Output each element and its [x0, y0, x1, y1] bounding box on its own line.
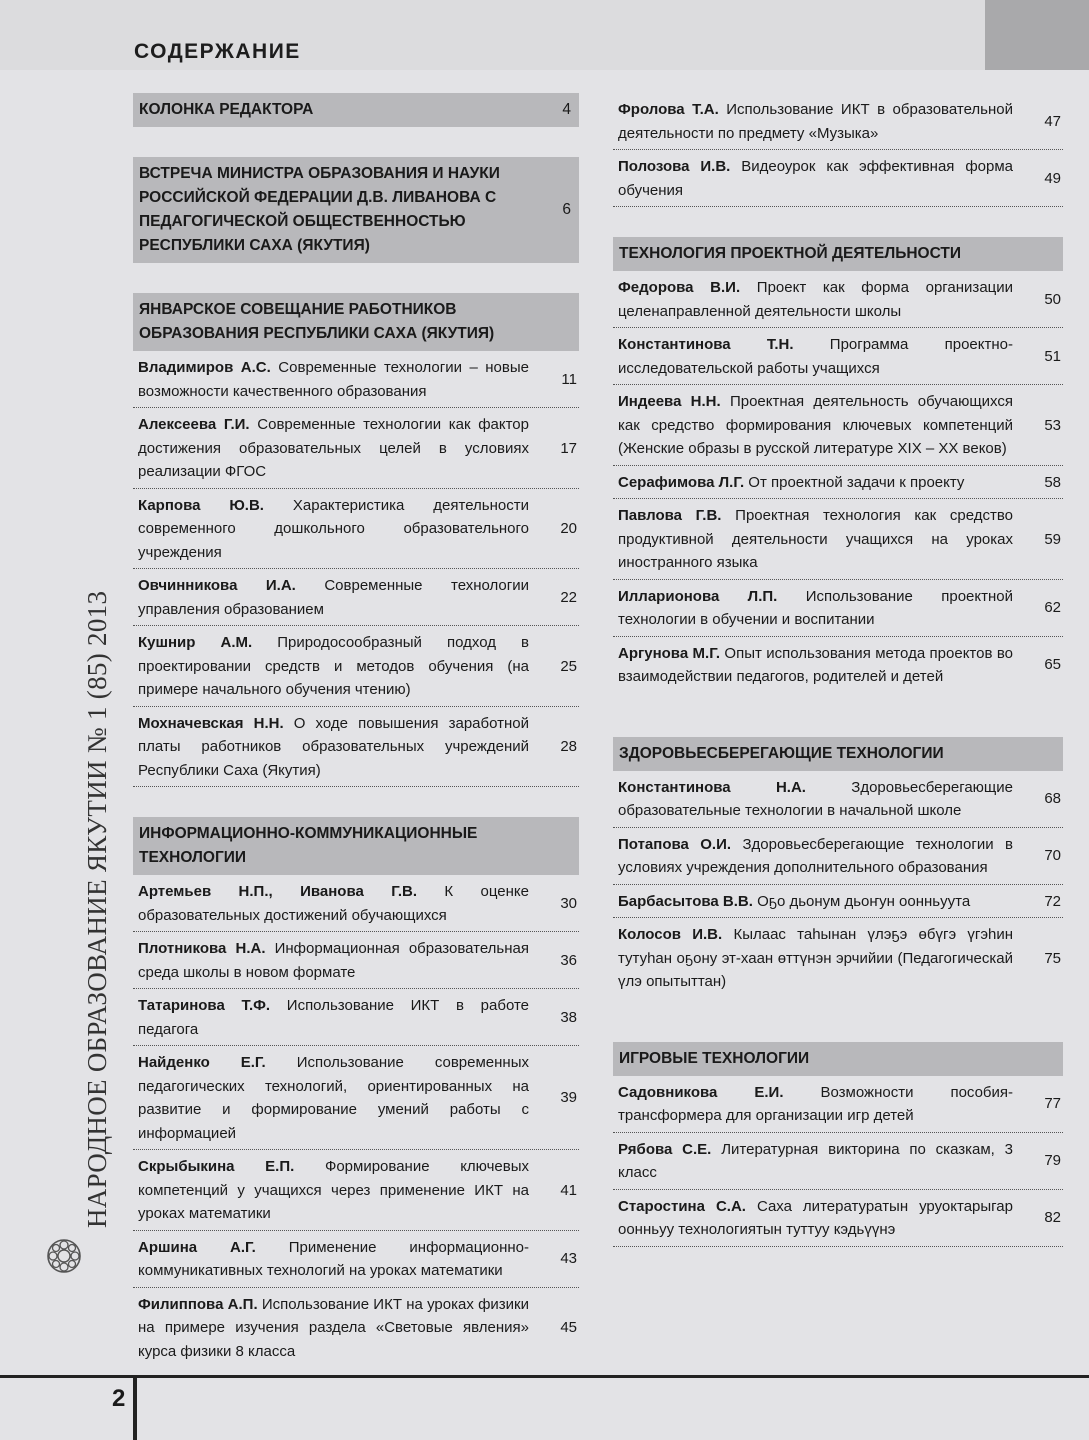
toc-entry[interactable] [613, 1133, 1063, 1190]
entry-page: 11 [561, 370, 577, 388]
entry-page: 41 [560, 1181, 577, 1199]
toc-entry[interactable] [613, 328, 1063, 385]
entry-page: 75 [1044, 949, 1061, 967]
section-title: ТЕХНОЛОГИЯ ПРОЕКТНОЙ ДЕЯТЕЛЬНОСТИ [619, 245, 962, 262]
entry-author: Индеева Н.Н. [618, 393, 721, 410]
entry-author: Найденко Е.Г. [138, 1054, 266, 1071]
section-header [133, 293, 579, 351]
toc-entry[interactable] [613, 150, 1063, 207]
entry-author: Карпова Ю.В. [138, 496, 264, 514]
toc-entry[interactable] [133, 707, 579, 788]
toc-entry[interactable] [613, 1076, 1063, 1133]
entry-page: 72 [1044, 892, 1061, 910]
section-title: ИНФОРМАЦИОННО-КОММУНИКАЦИОННЫЕ ТЕХНОЛОГИИ [139, 825, 478, 866]
page-title: СОДЕРЖАНИЕ [134, 40, 301, 63]
entry-page: 25 [560, 657, 577, 675]
toc-entry[interactable] [133, 875, 579, 932]
section-page: 6 [562, 201, 571, 218]
toc-entry[interactable] [613, 828, 1063, 885]
section-title: ЗДОРОВЬЕСБЕРЕГАЮЩИЕ ТЕХНОЛОГИИ [619, 744, 944, 762]
entry-author: Филиппова А.П. [138, 1295, 258, 1313]
entry-page: 43 [560, 1250, 577, 1268]
entry-author: Садовникова Е.И. [618, 1083, 784, 1101]
entry-author: Барбасытова В.В. [618, 892, 753, 910]
toc-entry[interactable] [133, 1288, 579, 1368]
entry-page: 65 [1044, 656, 1061, 674]
entry-author: Кушнир А.М. [138, 634, 253, 651]
entry-title: О ходе повышения заработной платы работников образовательных учреждений Республики Саха (Якутия) [138, 714, 529, 779]
entry-title: Современные технологии управления образованием [138, 577, 529, 618]
entry-author: Владимиров А.С. [138, 359, 271, 376]
entry-title: Видеоурок как эффективная форма обучения [618, 158, 1014, 199]
entry-page: 30 [560, 894, 577, 912]
footer-rule [0, 1375, 1089, 1378]
entry-title: Использование ИКТ в работе педагога [138, 997, 529, 1038]
entry-page: 39 [560, 1089, 577, 1107]
toc-entry[interactable] [133, 569, 579, 626]
entry-title: Использование ИКТ в образовательной деятельности по предмету «Музыка» [618, 101, 1013, 142]
entry-author: Илларионова Л.П. [618, 587, 778, 605]
entry-title: Литературная викторина по сказкам, 3 класс [618, 1140, 1013, 1181]
entry-author: Потапова О.И. [618, 835, 732, 853]
toc-entry[interactable] [133, 989, 579, 1046]
entry-title: Проектная технология как средство продуктивной деятельности учащихся на уроках иностранного языка [618, 507, 1013, 571]
entry-page: 22 [560, 588, 577, 606]
entry-author: Константинова Н.А. [618, 778, 806, 796]
entry-title: Саха литературатын уруоктарыгар оонньуу технологиятын туттуу кэдьүүнэ [618, 1197, 1013, 1238]
entry-page: 47 [1044, 112, 1061, 130]
entry-title: Программа проектно-исследовательской работы учащихся [618, 336, 1013, 377]
entry-page: 17 [560, 439, 577, 457]
entry-author: Старостина С.А. [618, 1197, 746, 1215]
entry-title: Формирование ключевых компетенций у учащихся через применение ИКТ на уроках математики [138, 1158, 530, 1222]
entry-page: 50 [1044, 290, 1061, 308]
entry-title: Информационная образовательная среда школы в новом формате [138, 940, 529, 981]
entry-author: Алексеева Г.И. [138, 416, 250, 433]
entry-title: От проектной задачи к проекту [748, 473, 965, 491]
entry-page: 58 [1044, 473, 1061, 491]
corner-block [985, 0, 1089, 70]
section-header[interactable] [133, 157, 579, 263]
entry-page: 38 [560, 1008, 577, 1026]
entry-title: Здоровьесберегающие технологии в условиях учреждения дополнительного образования [618, 835, 1013, 876]
entry-page: 59 [1044, 530, 1061, 548]
entry-title: Использование ИКТ на уроках физики на примере изучения раздела «Световые явления» курса физики 8 класса [138, 1295, 529, 1360]
entry-page: 68 [1044, 790, 1061, 808]
entry-author: Полозова И.В. [618, 158, 731, 175]
section-title: ВСТРЕЧА МИНИСТРА ОБРАЗОВАНИЯ И НАУКИ РОССИЙСКОЙ ФЕДЕРАЦИИ Д.В. ЛИВАНОВА С ПЕДАГОГИЧЕСКОЙ ОБЩЕСТВЕННОСТЬЮ РЕСПУБЛИКИ САХА (ЯКУТИЯ) [139, 165, 500, 254]
entry-page: 82 [1044, 1209, 1061, 1227]
entry-author: Константинова Т.Н. [618, 336, 794, 353]
entry-author: Плотникова Н.А. [138, 940, 266, 957]
toc-entry[interactable] [133, 626, 579, 707]
entry-title: Природосообразный подход в проектировании средств и методов обучения (на примере начального обучения чтению) [138, 634, 529, 698]
section-header [613, 237, 1063, 271]
entry-page: 77 [1044, 1095, 1061, 1113]
toc-entry[interactable] [613, 580, 1063, 637]
entry-title: Проектная деятельность обучающихся как средство формирования ключевых компетенций (Женские образы в русской литературе XIX – XX веков) [618, 393, 1013, 457]
toc-entry[interactable] [613, 1190, 1063, 1247]
entry-page: 53 [1044, 416, 1061, 434]
entry-title: Применение информационно-коммуникативных технологий на уроках математики [138, 1238, 529, 1279]
entry-author: Овчинникова И.А. [138, 577, 296, 594]
entry-author: Федорова В.И. [618, 279, 741, 296]
entry-title: К оценке образовательных достижений обучающихся [138, 883, 530, 924]
entry-author: Колосов И.В. [618, 926, 723, 943]
entry-author: Мохначевская Н.Н. [138, 714, 284, 732]
entry-title: Использование проектной технологии в обучении и воспитании [618, 587, 1014, 628]
entry-page: 36 [560, 951, 577, 969]
entry-page: 49 [1044, 169, 1061, 187]
toc-entry[interactable] [613, 466, 1063, 500]
section-title: КОЛОНКА РЕДАКТОРА [139, 101, 314, 118]
entry-author: Павлова Г.В. [618, 507, 722, 524]
toc-entry[interactable] [133, 1231, 579, 1288]
page-number: 2 [112, 1385, 126, 1412]
entry-title: Возможности пособия-трансформера для организации игр детей [618, 1083, 1014, 1124]
entry-page: 79 [1044, 1152, 1061, 1170]
entry-page: 51 [1044, 347, 1061, 365]
entry-author: Скрыбыкина Е.П. [138, 1158, 295, 1175]
toc-entry[interactable] [613, 499, 1063, 580]
section-title: ЯНВАРСКОЕ СОВЕЩАНИЕ РАБОТНИКОВ ОБРАЗОВАНИЯ РЕСПУБЛИКИ САХА (ЯКУТИЯ) [139, 301, 495, 342]
journal-logo-icon [46, 1238, 82, 1279]
toc-right-column [613, 93, 1063, 1247]
entry-title: Современные технологии как фактор достижения образовательных целей в условиях реализации ФГОС [138, 416, 529, 480]
toc-entry[interactable] [613, 271, 1063, 328]
toc-entry[interactable] [133, 489, 579, 570]
journal-title: НАРОДНОЕ ОБРАЗОВАНИЕ ЯКУТИИ № 1 (85) 2013 [82, 590, 112, 1228]
entry-author: Рябова С.Е. [618, 1140, 712, 1158]
entry-page: 20 [560, 520, 577, 537]
section-page: 4 [562, 101, 571, 118]
entry-title: Опыт использования метода проектов во взаимодействии педагогов, родителей и детей [618, 644, 1013, 685]
entry-title: Характеристика деятельности современного дошкольного образовательного учреждения [138, 496, 529, 561]
toc-entry[interactable] [133, 1046, 579, 1150]
entry-author: Татаринова Т.Ф. [138, 997, 271, 1014]
toc-left-column [133, 93, 579, 1367]
section-header [613, 1042, 1063, 1076]
toc-entry[interactable] [613, 385, 1063, 466]
entry-title: Оҕо дьонум дьоҥун оонньуута [757, 892, 971, 910]
entry-title: Проект как форма организации целенаправленной деятельности школы [618, 279, 1014, 320]
toc-entry[interactable] [133, 1150, 579, 1231]
entry-page: 45 [560, 1319, 577, 1336]
entry-title: Использование современных педагогических технологий, ориентированных на развитие и формирование умений работы с информацией [138, 1054, 529, 1142]
toc-entry[interactable] [613, 771, 1063, 828]
footer-divider [133, 1375, 137, 1440]
section-title: ИГРОВЫЕ ТЕХНОЛОГИИ [619, 1049, 810, 1067]
toc-entry[interactable] [133, 351, 579, 408]
toc-entry[interactable] [613, 637, 1063, 693]
entry-title: Кылаас таһынан үлэҕэ өбүгэ үгэһин тутуһан оҕону эт-хаан өттүнэн эрчийии (Педагогическай үлэ опытыттан) [618, 926, 1014, 990]
toc-entry[interactable] [133, 408, 579, 489]
entry-author: Фролова Т.А. [618, 101, 719, 118]
entry-page: 28 [560, 738, 577, 755]
section-header [613, 737, 1063, 771]
entry-author: Аршина А.Г. [138, 1238, 256, 1256]
entry-author: Аргунова М.Г. [618, 644, 721, 662]
entry-page: 62 [1044, 599, 1061, 617]
toc-entry[interactable] [613, 918, 1063, 998]
entry-title: Здоровьесберегающие образовательные технологии в начальной школе [618, 778, 1013, 819]
toc-entry[interactable] [613, 885, 1063, 919]
toc-entry[interactable] [613, 93, 1063, 150]
entry-author: Артемьев Н.П., Иванова Г.В. [138, 883, 417, 900]
entry-title: Современные технологии – новые возможности качественного образования [138, 359, 529, 400]
section-header [133, 817, 579, 875]
section-header[interactable] [133, 93, 579, 127]
toc-entry[interactable] [133, 932, 579, 989]
entry-author: Серафимова Л.Г. [618, 473, 745, 491]
entry-page: 70 [1044, 847, 1061, 865]
